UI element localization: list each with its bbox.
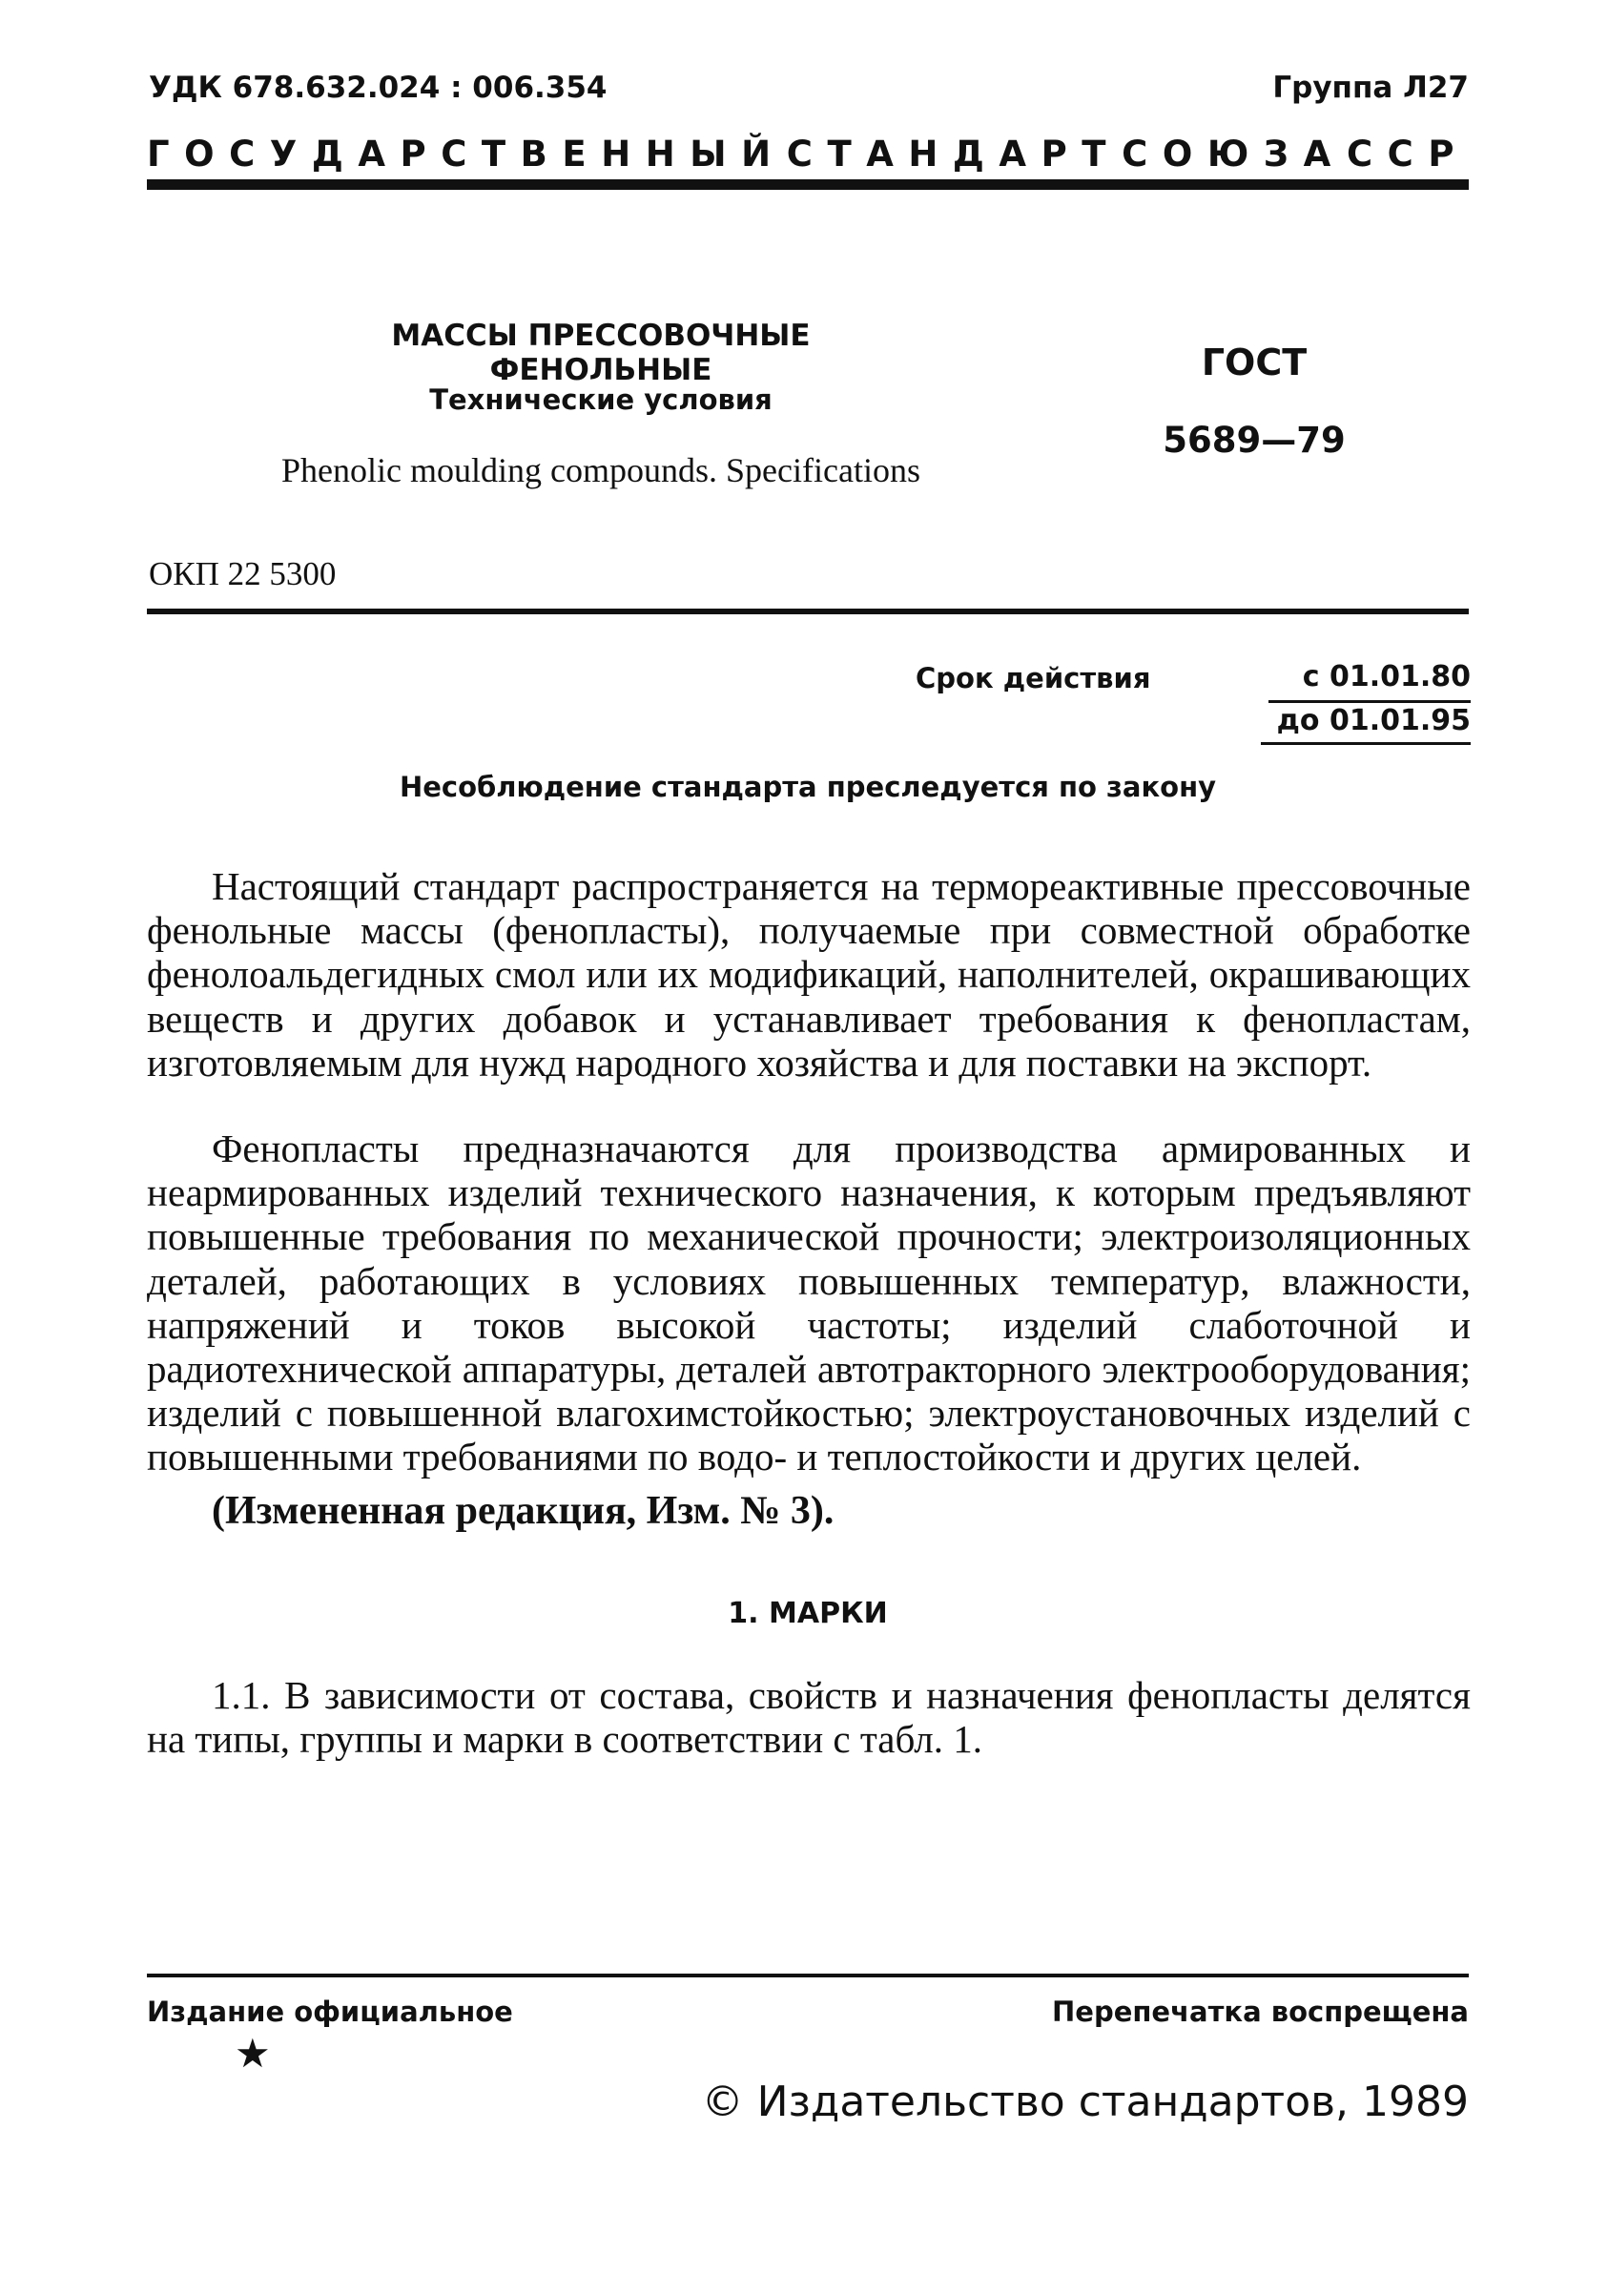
clause-1-1-text: 1.1. В зависимости от состава, свойств и назначения фенопласты делятся на типы, группы и марки в соответствии с табл. 1. bbox=[147, 1673, 1471, 1762]
section-title: 1. МАРКИ bbox=[728, 1597, 888, 1630]
validity-rule-top bbox=[1268, 700, 1471, 703]
banner-word-3: СОЮЗА bbox=[1122, 134, 1346, 175]
amendment-note: (Измененная редакция, Изм. № 3). bbox=[212, 1489, 835, 1533]
title-rule bbox=[147, 609, 1469, 614]
udk-code: УДК 678.632.024 : 006.354 bbox=[149, 71, 608, 105]
publisher-copyright: © Издательство стандартов, 1989 bbox=[701, 2078, 1469, 2126]
group-code: Группа Л27 bbox=[1272, 71, 1469, 105]
header-rule bbox=[147, 179, 1469, 190]
edition-note: Издание официальное bbox=[147, 1996, 513, 2028]
clause-1-1 bbox=[147, 1673, 1471, 1761]
validity-from: с 01.01.80 bbox=[1302, 660, 1471, 693]
intro-paragraph bbox=[147, 864, 1471, 1085]
purpose-paragraph-text: Фенопласты предназначаются для производства армированных и неармированных изделий технического назначения, к которым предъявляют повышенные требования по механической прочности; электроизоляционных деталей, работающих в условиях повышенных температур, влажности, напряжений и токов высокой частоты; изделий слаботочной и радиотехнической аппаратуры, деталей автотракторного электрооборудования; изделий с повышенной влагохимстойкостью; электроустановочных изделий с повышенными требованиями по водо- и теплостойкости и других целей. bbox=[147, 1127, 1471, 1479]
reprint-note: Перепечатка воспрещена bbox=[1052, 1996, 1469, 2028]
intro-paragraph-text: Настоящий стандарт распространяется на термореактивные прессовочные фенольные массы (фенопласты), получаемые при совместной обработке фенолоальдегидных смол или их модификаций, наполнителей, окрашивающих веществ и других добавок и устанавливает требования к фенопластам, изготовляемым для нужд народного хозяйства и для поставки на экспорт. bbox=[147, 864, 1471, 1085]
banner-word-4: ССР bbox=[1346, 134, 1469, 175]
document-title: МАССЫ ПРЕССОВОЧНЫЕ ФЕНОЛЬНЫЕ bbox=[391, 319, 811, 387]
banner-word-2: СТАНДАРТ bbox=[786, 134, 1122, 175]
banner-word-1: ГОСУДАРСТВЕННЫЙ bbox=[147, 134, 786, 175]
validity-to: до 01.01.95 bbox=[1276, 704, 1471, 737]
footer-rule bbox=[147, 1974, 1469, 1977]
okp-code: ОКП 22 5300 bbox=[149, 555, 337, 592]
document-subtitle: Технические условия bbox=[429, 383, 773, 416]
purpose-paragraph bbox=[147, 1127, 1471, 1479]
legal-notice: Несоблюдение стандарта преследуется по закону bbox=[399, 771, 1217, 803]
document-title-en: Phenolic moulding compounds. Specifications bbox=[281, 451, 920, 489]
star-icon: ★ bbox=[235, 2033, 271, 2077]
validity-rule-bottom bbox=[1261, 742, 1471, 745]
gost-label: ГОСТ bbox=[1201, 341, 1308, 383]
gost-number: 5689—79 bbox=[1163, 420, 1346, 461]
validity-label: Срок действия bbox=[916, 662, 1151, 694]
state-standard-banner bbox=[147, 134, 1469, 175]
